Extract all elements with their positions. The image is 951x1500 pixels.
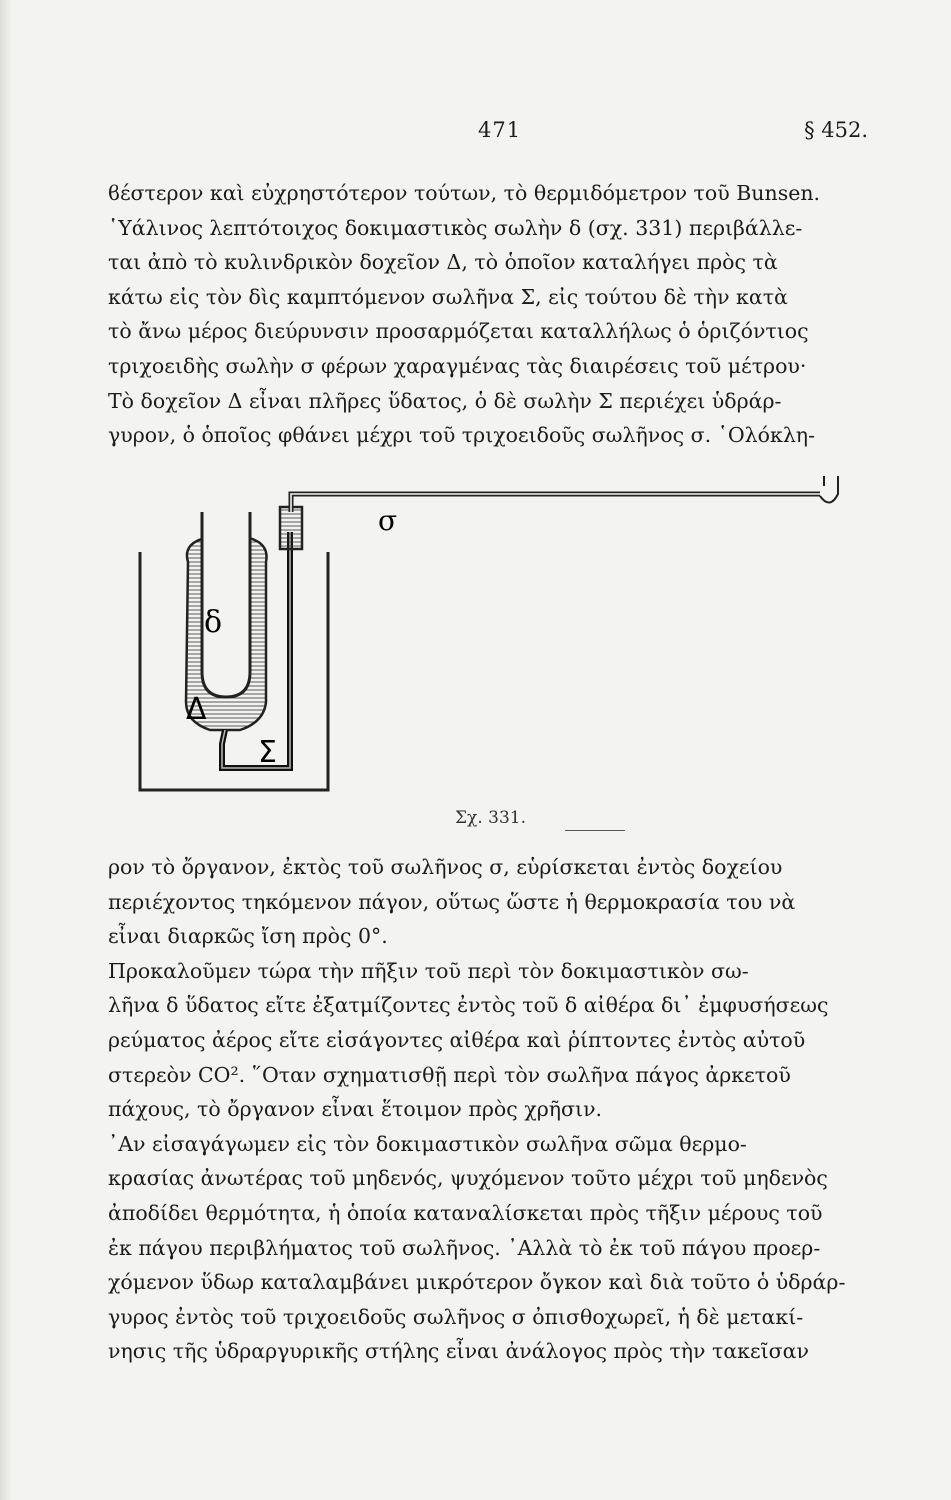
label-delta-capital: Δ — [186, 692, 207, 727]
text-line: εἶναι διαρκῶς ἴση πρὸς 0°. — [108, 924, 388, 949]
text-line: ἀποδίδει θερμότητα, ἡ ὁποία καταναλίσκεται πρὸς τῆξιν μέρους τοῦ — [108, 1200, 823, 1225]
text-line: ᾽Αν εἰσαγάγωμεν εἰς τὸν δοκιμαστικὸν σωλῆνα σῶμα θερμο- — [108, 1131, 747, 1156]
label-sigma-small: σ — [378, 504, 398, 537]
figure-caption: Σχ. 331. — [455, 808, 526, 828]
text-block-top — [108, 176, 868, 453]
text-line: στερεὸν CO². ῞Οταν σχηματισθῇ περὶ τὸν σωλῆνα πάγος ἀρκετοῦ — [108, 1062, 791, 1087]
text-line: κάτω εἰς τὸν δὶς καμπτόμενον σωλῆνα Σ, εἰς τούτου δὲ τὴν κατὰ — [108, 284, 788, 309]
text-line: λῆνα δ ὕδατος εἴτε ἐξατμίζοντες ἐντὸς τοῦ δ αἰθέρα δι᾽ ἐμφυσήσεως — [108, 993, 829, 1018]
text-line: ρεύματος ἀέρος εἴτε εἰσάγοντες αἰθέρα καὶ ῥίπτοντες ἐντὸς αὐτοῦ — [108, 1027, 806, 1052]
text-line: ϐέστερον καὶ εὐχρηστότερον τούτων, τὸ θερμιδόμετρον τοῦ Bunsen. — [108, 181, 821, 205]
text-line: ρον τὸ ὄργανον, ἐκτὸς τοῦ σωλῆνος σ, εὑρίσκεται ἐντὸς δοχείου — [108, 855, 783, 879]
text-line: περιέχοντος τηκόμενον πάγον, οὕτως ὥστε ἡ θερμοκρασία του νὰ — [108, 889, 796, 914]
text-line: τριχοειδὴς σωλὴν σ φέρων χαραγμένας τὰς διαιρέσεις τοῦ μέτρου· — [108, 353, 807, 378]
caption-rule — [565, 830, 625, 831]
text-line: νησις τῆς ὑδραργυρικῆς στήλης εἶναι ἀνάλογος πρὸς τὴν τακεῖσαν — [108, 1339, 809, 1364]
page-edge-shadow — [0, 0, 12, 1500]
text-line: κρασίας ἀνωτέρας τοῦ μηδενός, ψυχόμενον τοῦτο μέχρι τοῦ μηδενὸς — [108, 1166, 828, 1191]
text-line: γυρον, ὁ ὁποῖος φθάνει μέχρι τοῦ τριχοειδοῦς σωλῆνος σ. ῾Ολόκλη- — [108, 423, 816, 448]
text-block-bottom — [108, 850, 868, 1369]
label-sigma-capital: Σ — [258, 735, 277, 770]
text-line: πάχους, τὸ ὄργανον εἶναι ἕτοιμον πρὸς χρῆσιν. — [108, 1097, 603, 1122]
text-line: τὸ ἄνω μέρος διεύρυνσιν προσαρμόζεται καταλλήλως ὁ ὁριζόντιος — [108, 319, 809, 344]
capillary-end — [820, 476, 838, 503]
text-line: Τὸ δοχεῖον Δ εἶναι πλῆρες ὕδατος, ὁ δὲ σωλὴν Σ περιέχει ὑδράρ- — [108, 388, 782, 413]
running-header — [108, 118, 868, 148]
calorimeter-figure — [130, 472, 860, 802]
label-delta-small: δ — [204, 605, 223, 640]
text-line: χόμενον ὕδωρ καταλαμβάνει μικρότερον ὄγκον καὶ διὰ τοῦτο ὁ ὑδράρ- — [108, 1270, 846, 1295]
capillary-tube — [291, 494, 820, 512]
text-line: ἐκ πάγου περιβλήματος τοῦ σωλῆνος. ᾽Αλλὰ τὸ ἐκ τοῦ πάγου προερ- — [108, 1235, 821, 1260]
text-line: ῾Υάλινος λεπτότοιχος δοκιμαστικὸς σωλὴν δ (σχ. 331) περιβάλλε- — [108, 215, 803, 240]
text-line: γυρος ἐντὸς τοῦ τριχοειδοῦς σωλῆνος σ ὀπισθοχωρεῖ, ἡ δὲ μετακί- — [108, 1304, 804, 1329]
page-number: 471 — [478, 118, 522, 142]
text-line: ται ἀπὸ τὸ κυλινδρικὸν δοχεῖον Δ, τὸ ὁποῖον καταλήγει πρὸς τὰ — [108, 250, 778, 275]
text-line: Προκαλοῦμεν τώρα τὴν πῆξιν τοῦ περὶ τὸν δοκιμαστικὸν σω- — [108, 958, 749, 983]
tube-mouth — [280, 507, 302, 549]
section-number: § 452. — [804, 118, 868, 142]
